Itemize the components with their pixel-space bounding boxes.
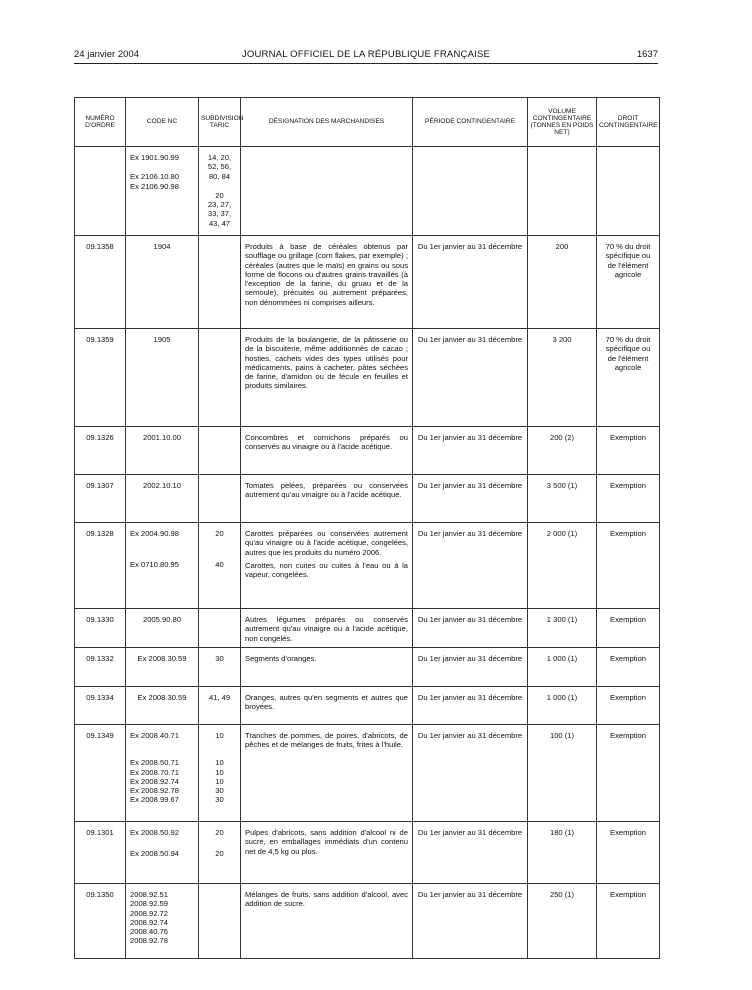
taric-subdivision: 10 — [215, 776, 224, 786]
droit: Exemption — [597, 475, 660, 523]
col-droit: DROIT CONTINGENTAIRE — [597, 98, 660, 147]
droit — [597, 147, 660, 236]
droit: Exemption — [597, 725, 660, 822]
taric-cell — [199, 523, 241, 609]
taric-cell — [199, 687, 241, 725]
designation-cell — [241, 523, 413, 609]
taric-subdivision: 10 — [215, 731, 224, 740]
taric-subdivision: 40 — [215, 560, 224, 570]
numero-ordre — [75, 147, 126, 236]
volume: 3 500 (1) — [528, 475, 597, 523]
spacer — [203, 837, 236, 849]
volume: 100 (1) — [528, 725, 597, 822]
taric-subdivision: 20 — [215, 190, 224, 200]
volume: 1 000 (1) — [528, 687, 597, 725]
code-nc-cell — [126, 329, 199, 427]
code-nc: Ex 2106.10.80 — [130, 172, 179, 182]
volume: 2 000 (1) — [528, 523, 597, 609]
code-nc-cell — [126, 687, 199, 725]
table-row — [75, 427, 660, 475]
periode: Du 1er janvier au 31 décembre — [413, 725, 528, 822]
numero-ordre: 09.1350 — [75, 884, 126, 959]
taric-cell — [199, 427, 241, 475]
spacer — [203, 181, 236, 191]
code-nc: Ex 0710.80.95 — [130, 560, 179, 570]
designation-cell — [241, 236, 413, 329]
volume: 180 (1) — [528, 822, 597, 884]
droit: Exemption — [597, 523, 660, 609]
taric-cell — [199, 725, 241, 822]
designation-cell — [241, 725, 413, 822]
periode: Du 1er janvier au 31 décembre — [413, 329, 528, 427]
volume: 200 (2) — [528, 427, 597, 475]
spacer — [130, 837, 194, 849]
numero-ordre: 09.1328 — [75, 523, 126, 609]
numero-ordre: 09.1301 — [75, 822, 126, 884]
taric-subdivision: 41, 49 — [208, 693, 231, 702]
designation: Autres légumes préparés ou conservés autrement qu'au vinaigre ou à l'acide acétique, non congelés. — [245, 615, 408, 643]
code-nc: Ex 2008.50.92 — [130, 828, 179, 837]
taric-subdivision: 30 — [215, 786, 224, 795]
volume: 200 — [528, 236, 597, 329]
periode: Du 1er janvier au 31 décembre — [413, 609, 528, 648]
table-row — [75, 236, 660, 329]
numero-ordre: 09.1358 — [75, 236, 126, 329]
spacer — [203, 740, 236, 758]
volume: 1 300 (1) — [528, 609, 597, 648]
periode: Du 1er janvier au 31 décembre — [413, 648, 528, 687]
taric-cell — [199, 609, 241, 648]
numero-ordre: 09.1307 — [75, 475, 126, 523]
code-nc: 2008.92.72 — [130, 908, 169, 918]
col-numero: NUMÉRO D'ORDRE — [75, 98, 126, 147]
periode — [413, 147, 528, 236]
droit: Exemption — [597, 687, 660, 725]
code-nc: Ex 2008.99.67 — [130, 795, 179, 805]
taric-cell — [199, 147, 241, 236]
numero-ordre: 09.1334 — [75, 687, 126, 725]
periode: Du 1er janvier au 31 décembre — [413, 427, 528, 475]
designation: Tomates pelées, préparées ou conservées autrement qu'au vinaigre ou à l'acide acétique. — [245, 481, 408, 500]
code-nc: 2008.40.76 — [130, 927, 169, 936]
taric-subdivision: 10 — [215, 767, 224, 777]
table-row — [75, 329, 660, 427]
table-header — [75, 98, 660, 147]
designation: Carottes, non cuites ou cuites à l'eau ou à la vapeur, congelées. — [245, 560, 408, 579]
volume: 3 200 — [528, 329, 597, 427]
code-nc: 2005.90.80 — [142, 615, 181, 624]
code-nc-cell — [126, 609, 199, 648]
code-nc: 2008.92.51 — [130, 890, 169, 899]
designation-cell — [241, 427, 413, 475]
taric-subdivision: 23, 27, 33, 37, 43, 47 — [207, 200, 232, 228]
volume: 250 (1) — [528, 884, 597, 959]
code-nc: 2008.92.59 — [130, 899, 169, 909]
spacer — [203, 538, 236, 560]
code-nc: Ex 2008.50.94 — [130, 849, 179, 859]
code-nc: 1905 — [153, 335, 171, 344]
col-volume: VOLUME CONTINGENTAIRE (TONNES EN POIDS NET) — [528, 98, 597, 147]
code-nc: Ex 2008.40.71 — [130, 731, 179, 740]
designation-cell — [241, 822, 413, 884]
code-nc: 2008.92.74 — [130, 917, 169, 927]
table-row — [75, 687, 660, 725]
table-row — [75, 147, 660, 236]
col-designation: DÉSIGNATION DES MARCHANDISES — [241, 98, 413, 147]
numero-ordre: 09.1326 — [75, 427, 126, 475]
taric-subdivision: 20 — [215, 828, 224, 837]
periode: Du 1er janvier au 31 décembre — [413, 523, 528, 609]
taric-subdivision: 30 — [215, 795, 224, 805]
designation-cell — [241, 648, 413, 687]
droit: 70 % du droit spécifique ou de l'élément agricole — [597, 236, 660, 329]
code-nc-cell — [126, 147, 199, 236]
numero-ordre: 09.1330 — [75, 609, 126, 648]
designation-cell — [241, 609, 413, 648]
droit: Exemption — [597, 609, 660, 648]
designation: Produits de la boulangerie, de la pâtisserie ou de la biscuiterie, même additionnés de cacao ; hosties, cachets vides des types utilisés pour médicaments, pains à cacheter, pâtes séchées de farine, d'amidon ou de fécule en feuilles et produits similaires. — [245, 335, 408, 391]
taric-subdivision: 30 — [215, 654, 224, 663]
designation: Mélanges de fruits, sans addition d'alcool, avec addition de sucre. — [245, 890, 408, 909]
taric-subdivision: 14, 20, 52, 56, 80, 84 — [207, 153, 232, 181]
col-periode: PÉRIODE CONTINGENTAIRE — [413, 98, 528, 147]
code-nc: Ex 2008.30.59 — [137, 654, 187, 663]
page-header — [74, 49, 658, 64]
designation: Carottes préparées ou conservées autrement qu'au vinaigre ou à l'acide acétique, congelées, autres que les produits du numéro 2006. — [245, 529, 408, 557]
code-nc-cell — [126, 884, 199, 959]
numero-ordre: 09.1359 — [75, 329, 126, 427]
code-nc: 2008.92.78 — [130, 936, 169, 946]
col-taric: SUBDIVISION TARIC — [199, 98, 241, 147]
periode: Du 1er janvier au 31 décembre — [413, 884, 528, 959]
code-nc: Ex 2008.50.71 — [130, 758, 179, 768]
droit: Exemption — [597, 884, 660, 959]
droit: Exemption — [597, 427, 660, 475]
designation: Concombres et cornichons préparés ou conservés au vinaigre ou à l'acide acétique. — [245, 433, 408, 452]
designation-cell — [241, 884, 413, 959]
taric-subdivision: 20 — [215, 529, 224, 538]
code-nc: Ex 2008.92.74 — [130, 776, 179, 786]
header-date: 24 janvier 2004 — [74, 49, 139, 60]
designation: Tranches de pommes, de poires, d'abricots, de pêches et de mélanges de fruits, frites à l'huile. — [245, 731, 408, 750]
code-nc: 2002.10.10 — [142, 481, 181, 490]
taric-cell — [199, 884, 241, 959]
table-row — [75, 609, 660, 648]
volume — [528, 147, 597, 236]
taric-cell — [199, 329, 241, 427]
quota-table — [74, 97, 660, 959]
col-code-nc: CODE NC — [126, 98, 199, 147]
page-number: 1637 — [636, 49, 658, 60]
taric-subdivision: 10 — [215, 758, 224, 768]
periode: Du 1er janvier au 31 décembre — [413, 687, 528, 725]
numero-ordre: 09.1349 — [75, 725, 126, 822]
droit: 70 % du droit spécifique ou de l'élément agricole — [597, 329, 660, 427]
code-nc-cell — [126, 475, 199, 523]
table-row — [75, 725, 660, 822]
journal-title: JOURNAL OFFICIEL DE LA RÉPUBLIQUE FRANÇAISE — [241, 49, 491, 60]
designation: Produits à base de céréales obtenus par soufflage ou grillage (corn flakes, par exemple) ; céréales (autres que le maïs) en grains ou sous forme de flocons ou d'autres grains travaillés (à l'exception de la farine, du gruau et de la semoule), précuites ou autrement préparées, non dénommées ni comprises ailleurs. — [245, 242, 408, 307]
code-nc-cell — [126, 822, 199, 884]
numero-ordre: 09.1332 — [75, 648, 126, 687]
code-nc-cell — [126, 648, 199, 687]
code-nc-cell — [126, 523, 199, 609]
code-nc: 1904 — [153, 242, 171, 251]
designation: Pulpes d'abricots, sans addition d'alcool ni de sucre, en emballages immédiats d'un contenu net de 4,5 kg ou plus. — [245, 828, 408, 856]
code-nc: Ex 2106.90.98 — [130, 181, 179, 191]
designation-cell — [241, 147, 413, 236]
table-row — [75, 884, 660, 959]
spacer — [130, 538, 194, 560]
table-row — [75, 648, 660, 687]
designation-cell — [241, 329, 413, 427]
taric-subdivision: 20 — [215, 849, 224, 859]
taric-cell — [199, 475, 241, 523]
code-nc-cell — [126, 725, 199, 822]
designation: Segments d'oranges. — [245, 654, 317, 663]
taric-cell — [199, 236, 241, 329]
periode: Du 1er janvier au 31 décembre — [413, 475, 528, 523]
code-nc: Ex 2008.92.78 — [130, 786, 179, 795]
designation: Oranges, autres qu'en segments et autres que broyées. — [245, 693, 408, 712]
periode: Du 1er janvier au 31 décembre — [413, 236, 528, 329]
designation-cell — [241, 687, 413, 725]
spacer — [130, 162, 194, 172]
taric-cell — [199, 822, 241, 884]
spacer — [130, 740, 194, 758]
code-nc: Ex 1901.90.99 — [130, 153, 179, 162]
code-nc: Ex 2004.90.98 — [130, 529, 179, 538]
table-row — [75, 523, 660, 609]
designation-cell — [241, 475, 413, 523]
code-nc: Ex 2008.30.59 — [137, 693, 187, 702]
code-nc-cell — [126, 236, 199, 329]
periode: Du 1er janvier au 31 décembre — [413, 822, 528, 884]
table-row — [75, 822, 660, 884]
droit: Exemption — [597, 822, 660, 884]
droit: Exemption — [597, 648, 660, 687]
volume: 1 000 (1) — [528, 648, 597, 687]
code-nc: Ex 2008.70.71 — [130, 767, 179, 777]
code-nc: 2001.10.00 — [142, 433, 181, 442]
taric-cell — [199, 648, 241, 687]
table-row — [75, 475, 660, 523]
code-nc-cell — [126, 427, 199, 475]
